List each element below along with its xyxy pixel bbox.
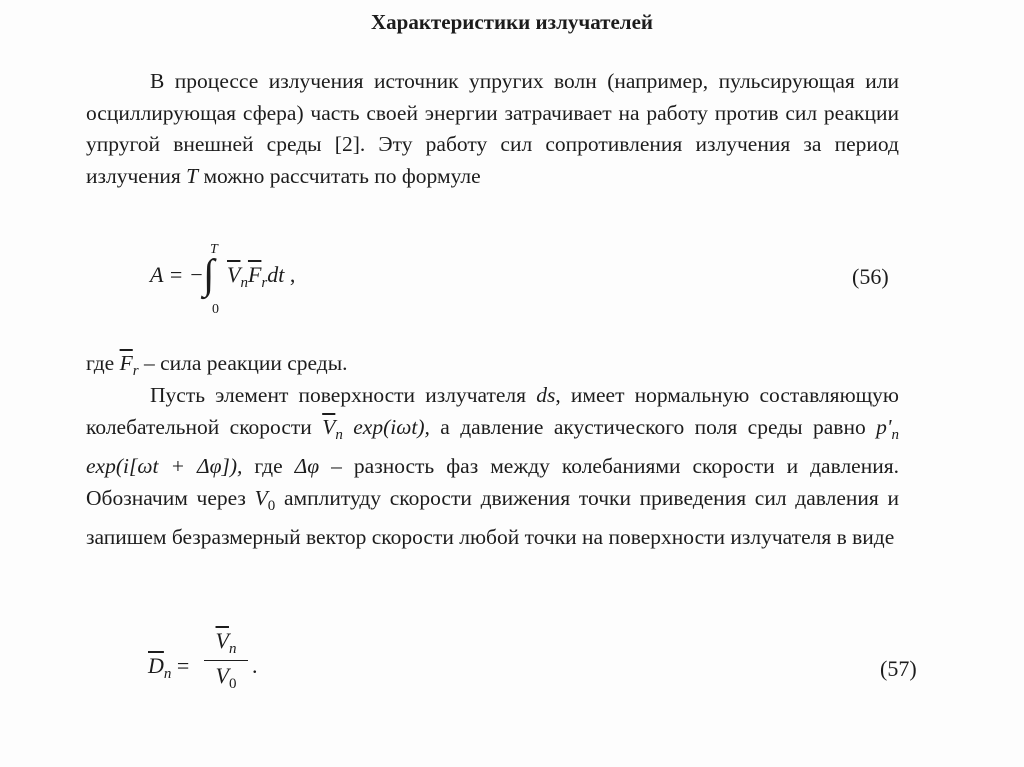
- paragraph-surface-element: [86, 380, 899, 554]
- integral-upper-limit: T: [210, 242, 218, 257]
- normal-velocity-subscript: n: [335, 426, 343, 443]
- paragraph2-lead: где: [86, 351, 120, 375]
- pressure-subscript: n: [891, 426, 899, 443]
- differential-dt: dt: [267, 262, 285, 287]
- fraction-denominator: [204, 663, 248, 693]
- formula56-comma: ,: [284, 262, 296, 287]
- paragraph3-text-1: Пусть элемент поверхности излучателя: [150, 383, 537, 407]
- amplitude-V0-subscript: 0: [267, 497, 276, 514]
- paragraph3-text-4: где: [242, 454, 295, 478]
- phase-difference: Δφ: [294, 454, 320, 478]
- paragraph1-text-1: В процессе излучения источник упругих волн (например, пульсирующая или осциллирующая сфера) часть своей энергии затрачивает на работу против сил реакции упругой внешней среды [2]. Эту работу сил сопротивления излучения за период излучения: [86, 69, 899, 188]
- pressure-p: p': [876, 414, 892, 439]
- reaction-force-subscript: r: [132, 363, 139, 379]
- velocity-subscript: n: [240, 275, 248, 291]
- integral-lower-limit: 0: [212, 302, 219, 317]
- paragraph3-text-5: – разность фаз между колебаниями скорости и давления. Обозначим через: [86, 454, 899, 510]
- pressure-exp-expression: exp(i[ωt + Δφ]),: [86, 454, 243, 478]
- equation-number-56: (56): [852, 264, 889, 289]
- amplitude-V0: V: [254, 485, 268, 510]
- formula57-equals: =: [176, 653, 190, 678]
- force-subscript: r: [261, 275, 268, 291]
- numerator-V: $\overline{V}$: [215, 628, 229, 653]
- paragraph-radiation-work: [86, 66, 899, 192]
- paragraph3-text-2: , имеет нормальную составляющую колебательной скорости: [86, 383, 899, 439]
- equation-number-57: (57): [880, 656, 917, 681]
- formula57-period: .: [252, 653, 258, 678]
- paragraph3-text-3: а давление акустического поля среды равно: [429, 414, 877, 439]
- numerator-subscript: n: [228, 641, 237, 657]
- fraction-numerator: [204, 628, 248, 658]
- formula57-fraction: [204, 628, 248, 693]
- paragraph2-rest: – сила реакции среды.: [138, 351, 348, 375]
- denominator-V: V: [215, 663, 229, 688]
- formula56-integrand: [227, 262, 295, 292]
- paragraph1-text-2: можно рассчитать по формуле: [198, 163, 481, 188]
- page-title: Характеристики излучателей: [370, 10, 653, 34]
- denominator-subscript: 0: [228, 676, 237, 692]
- fraction-bar: [204, 660, 248, 661]
- period-variable-T: T: [186, 163, 199, 188]
- reaction-force-F: $\overline{F}$: [119, 351, 133, 375]
- dimensionless-D: $\overline{D}$: [148, 653, 164, 678]
- formula56-lhs: A = −: [150, 262, 204, 287]
- normal-velocity-V: $\overline{V}$: [322, 414, 336, 439]
- integral-sign: ∫: [203, 252, 215, 298]
- formula-57-lhs: [148, 653, 189, 683]
- dimensionless-D-subscript: n: [163, 666, 172, 682]
- surface-element-ds: ds: [536, 383, 556, 407]
- formula-56: [150, 262, 204, 288]
- velocity-exp-expression: exp(iωt),: [342, 414, 430, 439]
- force-F: $\overline{F}$: [247, 262, 262, 287]
- paragraph3-text-6: амплитуду скорости движения точки приведения сил давления и запишем безразмерный вектор скорости любой точки на поверхности излучателя в виде: [86, 485, 899, 549]
- velocity-V: $\overline{V}$: [227, 262, 241, 287]
